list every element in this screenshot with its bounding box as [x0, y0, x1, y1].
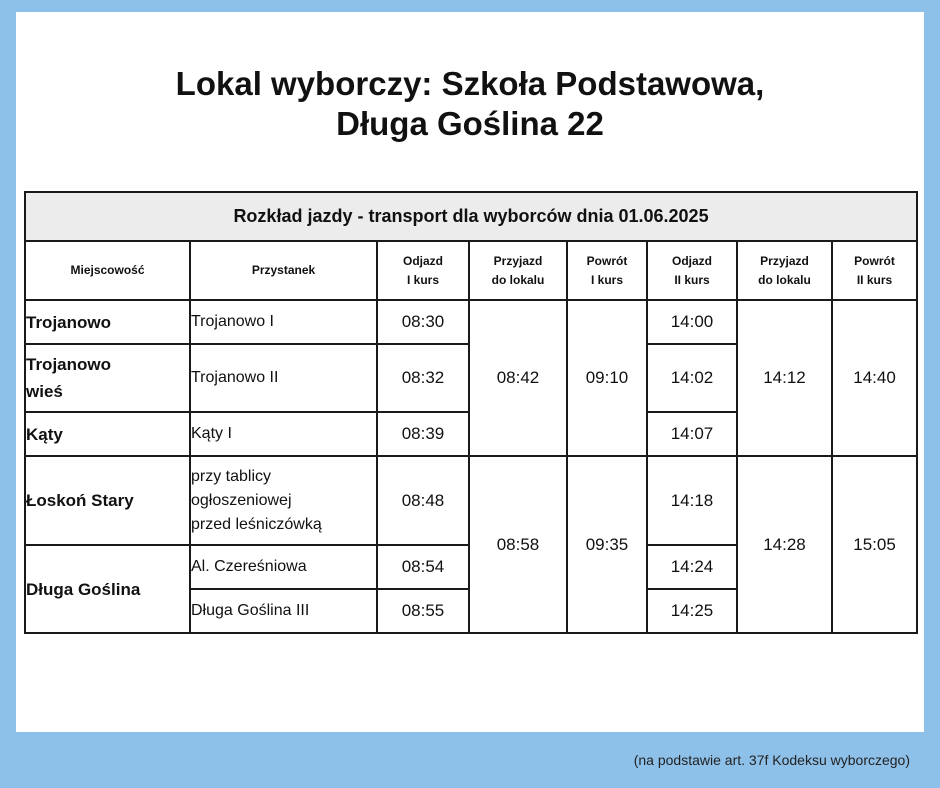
title-line-2: Długa Goślina 22	[336, 105, 604, 142]
header-text: II kurs	[856, 272, 893, 287]
header-text: I kurs	[590, 272, 623, 287]
header-text: Powrót	[586, 253, 628, 268]
header-return-1	[567, 241, 647, 300]
content-card	[16, 12, 924, 732]
arrival-1-group-2: 08:58	[469, 456, 567, 633]
footnote: (na podstawie art. 37f Kodeksu wyborczego)	[633, 752, 910, 768]
stop-trojanowo-i: Trojanowo I	[190, 300, 377, 344]
departure-2-cell: 14:24	[647, 545, 737, 589]
stop-dluga-goslina-iii: Długa Goślina III	[190, 589, 377, 633]
table-row	[25, 300, 917, 344]
departure-2-cell: 14:00	[647, 300, 737, 344]
departure-2-cell: 14:02	[647, 344, 737, 412]
arrival-2-group-2: 14:28	[737, 456, 832, 633]
header-stop: Przystanek	[190, 241, 377, 300]
header-return-2	[832, 241, 917, 300]
header-text: II kurs	[674, 272, 710, 287]
departure-1-cell: 08:54	[377, 545, 469, 589]
departure-2-cell: 14:07	[647, 412, 737, 456]
departure-1-cell: 08:30	[377, 300, 469, 344]
stop-loskon	[190, 456, 377, 545]
departure-2-cell: 14:25	[647, 589, 737, 633]
header-text: do lokalu	[758, 272, 811, 287]
stop-trojanowo-ii: Trojanowo II	[190, 344, 377, 412]
header-place: Miejscowość	[25, 241, 190, 300]
place-text: Trojanowo	[26, 355, 111, 374]
return-2-group-1: 14:40	[832, 300, 917, 456]
table-caption: Rozkład jazdy - transport dla wyborców dnia 01.06.2025	[25, 192, 917, 241]
schedule-table	[24, 191, 918, 634]
place-katy: Kąty	[25, 412, 190, 456]
title-line-1: Lokal wyborczy: Szkoła Podstawowa,	[175, 65, 765, 102]
page-title	[16, 64, 924, 144]
departure-1-cell: 08:48	[377, 456, 469, 545]
arrival-2-group-1: 14:12	[737, 300, 832, 456]
header-text: Przyjazd	[493, 253, 543, 268]
place-text: wieś	[26, 382, 63, 401]
stop-text: ogłoszeniowej	[191, 491, 292, 509]
return-1-group-2: 09:35	[567, 456, 647, 633]
place-trojanowo-wies	[25, 344, 190, 412]
header-departure-1	[377, 241, 469, 300]
header-row	[25, 241, 917, 300]
departure-1-cell: 08:55	[377, 589, 469, 633]
departure-2-cell: 14:18	[647, 456, 737, 545]
return-2-group-2: 15:05	[832, 456, 917, 633]
table-row	[25, 456, 917, 545]
place-loskon-stary: Łoskoń Stary	[25, 456, 190, 545]
place-dluga-goslina: Długa Goślina	[25, 545, 190, 633]
arrival-1-group-1: 08:42	[469, 300, 567, 456]
stop-text: przy tablicy	[191, 467, 272, 485]
header-text: do lokalu	[491, 272, 545, 287]
header-text: Odjazd	[671, 253, 712, 268]
return-1-group-1: 09:10	[567, 300, 647, 456]
header-text: Odjazd	[402, 253, 443, 268]
stop-katy-i: Kąty I	[190, 412, 377, 456]
header-text: Przyjazd	[760, 253, 809, 268]
header-arrival-2	[737, 241, 832, 300]
header-departure-2	[647, 241, 737, 300]
stop-czeresniowa: Al. Czereśniowa	[190, 545, 377, 589]
departure-1-cell: 08:39	[377, 412, 469, 456]
header-arrival-1	[469, 241, 567, 300]
header-text: Powrót	[854, 253, 895, 268]
header-text: I kurs	[406, 272, 439, 287]
place-trojanowo: Trojanowo	[25, 300, 190, 344]
stop-text: przed leśniczówką	[191, 515, 322, 533]
departure-1-cell: 08:32	[377, 344, 469, 412]
